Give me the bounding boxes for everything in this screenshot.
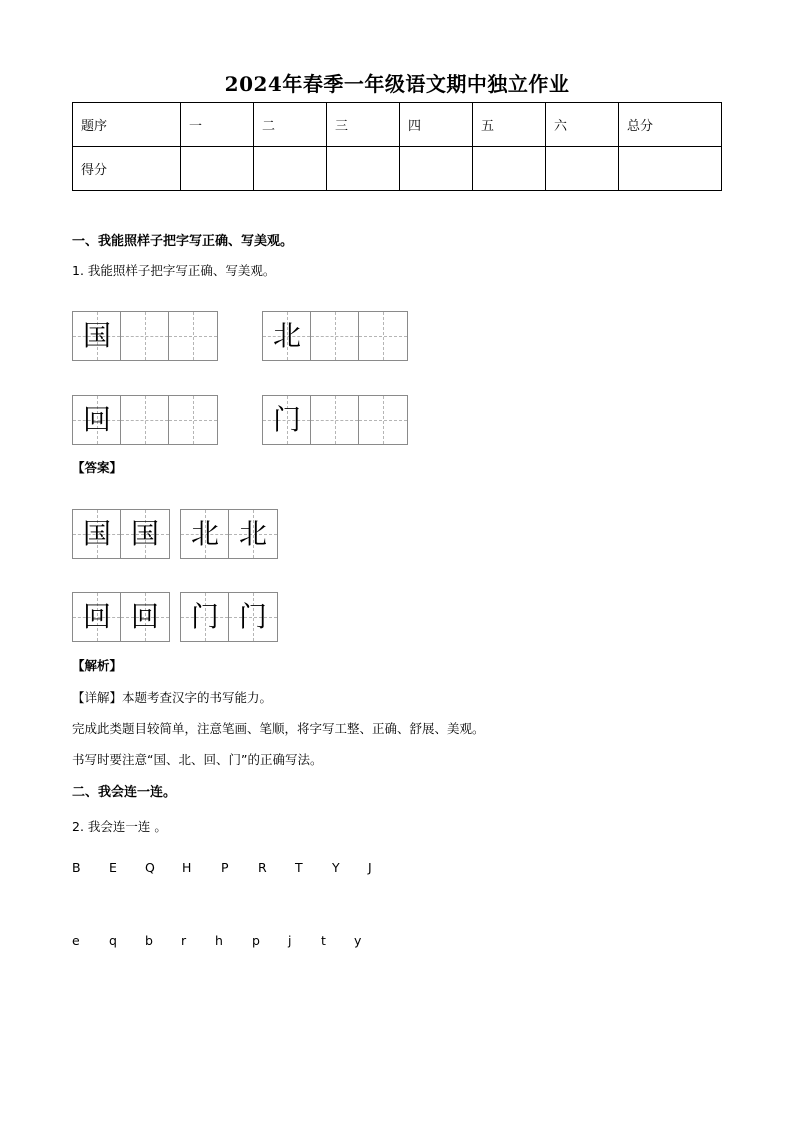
answer-grid-bei bbox=[180, 509, 278, 559]
letter-node[interactable]: H bbox=[182, 860, 192, 875]
grid-cell[interactable] bbox=[121, 312, 169, 360]
table-cell: 三 bbox=[327, 103, 400, 147]
sample-character: 北 bbox=[272, 319, 301, 352]
table-cell: 五 bbox=[473, 103, 546, 147]
grid-cell[interactable] bbox=[121, 396, 169, 444]
grid-cell[interactable] bbox=[169, 312, 217, 360]
document-title: 2024年春季一年级语文期中独立作业 bbox=[224, 72, 570, 96]
grid-cell[interactable] bbox=[359, 396, 407, 444]
answer-character: 国 bbox=[82, 517, 111, 550]
letter-node[interactable]: b bbox=[145, 933, 153, 948]
table-cell: 六 bbox=[546, 103, 619, 147]
letter-node[interactable]: E bbox=[109, 860, 117, 875]
letter-node[interactable]: y bbox=[354, 933, 362, 948]
grid-cell bbox=[181, 510, 229, 558]
letter-node[interactable]: e bbox=[72, 933, 80, 948]
grid-cell bbox=[229, 593, 277, 641]
grid-cell bbox=[73, 593, 121, 641]
letter-node[interactable]: R bbox=[258, 860, 267, 875]
letter-node[interactable]: r bbox=[181, 933, 187, 948]
letter-node[interactable]: h bbox=[215, 933, 223, 948]
grid-cell bbox=[263, 312, 311, 360]
score-table-score-row bbox=[73, 147, 722, 191]
answer-grid-guo bbox=[72, 509, 170, 559]
table-cell: 题序 bbox=[73, 103, 181, 147]
answer-character: 回 bbox=[130, 600, 159, 633]
analysis-line: 【详解】本题考查汉字的书写能力。 bbox=[72, 690, 273, 705]
grid-cell bbox=[73, 510, 121, 558]
grid-cell bbox=[181, 593, 229, 641]
table-cell: 总分 bbox=[619, 103, 722, 147]
table-cell bbox=[327, 147, 400, 191]
letter-node[interactable]: t bbox=[321, 933, 326, 948]
grid-cell bbox=[229, 510, 277, 558]
section1-heading: 一、我能照样子把字写正确、写美观。 bbox=[72, 234, 294, 249]
letter-node[interactable]: B bbox=[72, 860, 81, 875]
question-2: 2. 我会连一连 。 bbox=[72, 819, 167, 834]
answer-character: 门 bbox=[190, 600, 219, 633]
grid-cell[interactable] bbox=[359, 312, 407, 360]
grid-cell[interactable] bbox=[169, 396, 217, 444]
score-table bbox=[72, 102, 722, 191]
grid-cell bbox=[73, 396, 121, 444]
letter-node[interactable]: J bbox=[368, 860, 372, 875]
question-1: 1. 我能照样子把字写正确、写美观。 bbox=[72, 263, 276, 278]
letter-node[interactable]: Q bbox=[145, 860, 155, 875]
letter-node[interactable]: T bbox=[295, 860, 303, 875]
analysis-line: 完成此类题目较简单，注意笔画、笔顺，将字写工整、正确、舒展、美观。 bbox=[72, 721, 485, 736]
letter-node[interactable]: j bbox=[288, 933, 292, 948]
analysis-label: 【解析】 bbox=[72, 658, 123, 673]
answer-grid-men bbox=[180, 592, 278, 642]
sample-character: 回 bbox=[82, 403, 111, 436]
table-cell bbox=[400, 147, 473, 191]
practice-grid-guo bbox=[72, 311, 218, 361]
table-cell: 一 bbox=[181, 103, 254, 147]
table-cell bbox=[254, 147, 327, 191]
grid-cell[interactable] bbox=[311, 396, 359, 444]
practice-grid-hui bbox=[72, 395, 218, 445]
letter-node[interactable]: P bbox=[221, 860, 229, 875]
grid-cell[interactable] bbox=[311, 312, 359, 360]
table-cell: 二 bbox=[254, 103, 327, 147]
table-cell bbox=[181, 147, 254, 191]
sample-character: 门 bbox=[272, 403, 301, 436]
grid-cell bbox=[121, 510, 169, 558]
answer-character: 国 bbox=[130, 517, 159, 550]
section2-heading: 二、我会连一连。 bbox=[72, 785, 177, 800]
answer-character: 回 bbox=[82, 600, 111, 633]
answer-grid-hui bbox=[72, 592, 170, 642]
table-cell: 四 bbox=[400, 103, 473, 147]
sample-character: 国 bbox=[82, 319, 111, 352]
table-cell bbox=[546, 147, 619, 191]
letter-node[interactable]: q bbox=[109, 933, 117, 948]
practice-grid-bei bbox=[262, 311, 408, 361]
practice-grid-men bbox=[262, 395, 408, 445]
score-table-header-row bbox=[73, 103, 722, 147]
table-cell bbox=[619, 147, 722, 191]
grid-cell bbox=[263, 396, 311, 444]
answer-character: 门 bbox=[238, 600, 267, 633]
letter-node[interactable]: p bbox=[252, 933, 260, 948]
table-cell: 得分 bbox=[73, 147, 181, 191]
table-cell bbox=[473, 147, 546, 191]
letter-node[interactable]: Y bbox=[332, 860, 340, 875]
analysis-line: 书写时要注意“国、北、回、门”的正确写法。 bbox=[72, 752, 323, 767]
answer-label: 【答案】 bbox=[72, 460, 123, 475]
answer-character: 北 bbox=[238, 517, 267, 550]
answer-character: 北 bbox=[190, 517, 219, 550]
grid-cell bbox=[121, 593, 169, 641]
grid-cell bbox=[73, 312, 121, 360]
